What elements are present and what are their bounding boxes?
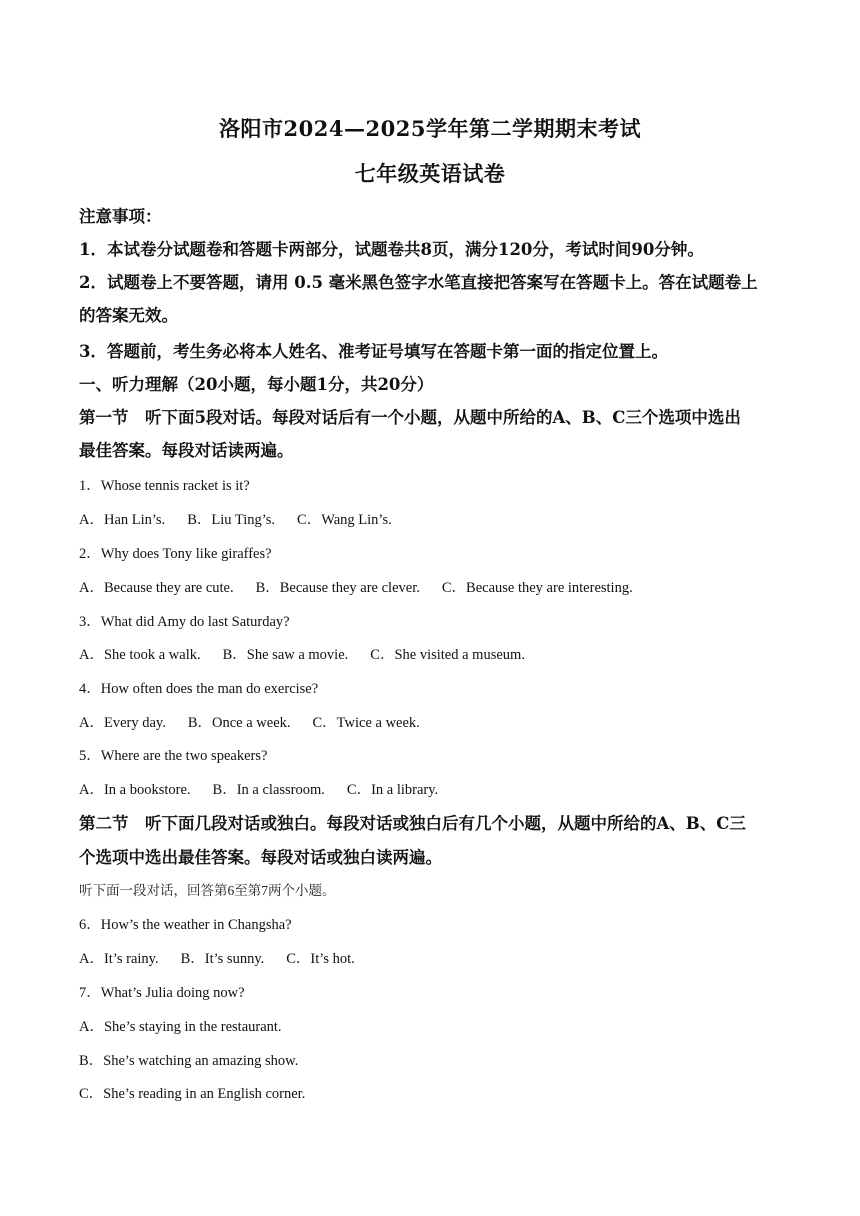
option-b: B．Once a week. (187, 715, 291, 731)
question-options (79, 778, 438, 799)
question-options (79, 508, 392, 529)
question-options (79, 643, 525, 664)
notice-heading: 注意事项： (79, 207, 162, 226)
option-b: B．She’s watching an amazing show. (79, 1053, 299, 1069)
option-b: B．Liu Ting’s. (187, 512, 276, 528)
section-1-line-1: 第一节 听下面5段对话。每段对话后有一个小题，从题中所给的A、B、C三个选项中选出 (79, 408, 741, 427)
question-stem: 5．Where are the two speakers? (79, 748, 268, 764)
option-c: C．It’s hot. (286, 951, 355, 967)
instruction-6-7: 听下面一段对话，回答第6至第7两个小题。 (79, 883, 336, 898)
page-subtitle: 七年级英语试卷 (354, 161, 506, 186)
option-b: B．Because they are clever. (255, 580, 420, 596)
option-b: B．It’s sunny. (180, 951, 265, 967)
question-stem: 4．How often does the man do exercise? (79, 681, 319, 697)
notice-item-2-line-1: 2．试题卷上不要答题，请用 0.5 毫米黑色签字水笔直接把答案写在答题卡上。答在试题卷上 (79, 273, 758, 292)
notice-item-2-line-2: 的答案无效。 (79, 306, 178, 325)
option-b: B．In a classroom. (212, 782, 325, 798)
option-c: C．Because they are interesting. (441, 580, 633, 596)
option-a: A．Because they are cute. (79, 580, 234, 596)
option-c: C．In a library. (346, 782, 439, 798)
option-c: C．She visited a museum. (370, 647, 525, 663)
part-heading: 一、听力理解（20小题，每小题1分，共20分） (79, 375, 434, 394)
option-a: A．Han Lin’s. (79, 512, 166, 528)
option-a: A．It’s rainy. (79, 951, 159, 967)
option-c: C．Wang Lin’s. (297, 512, 392, 528)
section-2-line-1: 第二节 听下面几段对话或独白。每段对话或独白后有几个小题，从题中所给的A、B、C三 (79, 814, 746, 833)
option-a: A．Every day. (79, 715, 166, 731)
question-stem: 6．How’s the weather in Changsha? (79, 917, 292, 933)
notice-item-1: 1．本试卷分试题卷和答题卡两部分，试题卷共8页，满分120分，考试时间90分钟。 (79, 240, 704, 259)
question-stem: 3．What did Amy do last Saturday? (79, 614, 290, 630)
question-stem: 2．Why does Tony like giraffes? (79, 546, 272, 562)
option-a: A．In a bookstore. (79, 782, 191, 798)
question-options (79, 947, 355, 968)
question-options (79, 711, 420, 732)
question-stem: 7．What’s Julia doing now? (79, 985, 245, 1001)
question-options (79, 576, 633, 597)
option-a: A．She took a walk. (79, 647, 201, 663)
option-c: C．Twice a week. (312, 715, 420, 731)
section-1-line-2: 最佳答案。每段对话读两遍。 (79, 441, 294, 460)
option-a: A．She’s staying in the restaurant. (79, 1019, 282, 1035)
section-2-line-2: 个选项中选出最佳答案。每段对话或独白读两遍。 (79, 848, 442, 867)
option-c: C．She’s reading in an English corner. (79, 1086, 306, 1102)
page-title: 洛阳市2024—2025学年第二学期期末考试 (219, 116, 641, 141)
notice-item-3: 3．答题前，考生务必将本人姓名、准考证号填写在答题卡第一面的指定位置上。 (79, 342, 668, 361)
option-b: B．She saw a movie. (222, 647, 349, 663)
question-stem: 1．Whose tennis racket is it? (79, 478, 250, 494)
